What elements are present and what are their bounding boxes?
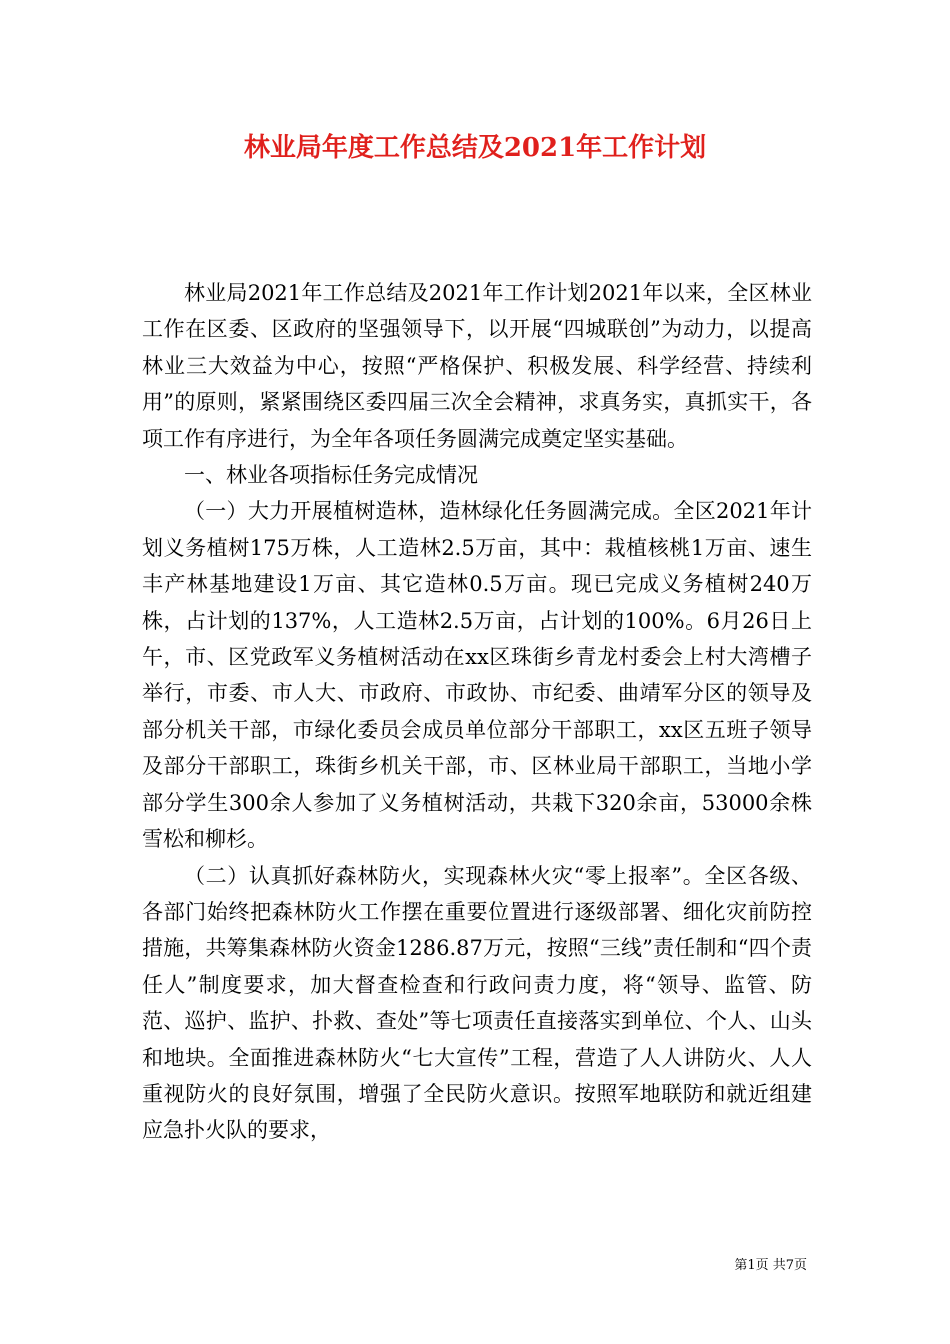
document-body: [142, 275, 812, 1149]
page-number-footer: 第1页 共7页: [734, 1258, 807, 1273]
paragraph-intro: 林业局2021年工作总结及2021年工作计划2021年以来，全区林业工作在区委、区政府的坚强领导下，以开展“四城联创”为动力，以提高林业三大效益为中心，按照“严格保护、积极发展、科学经营、持续利用”的原则，紧紧围绕区委四届三次全会精神，求真务实，真抓实干，各项工作有序进行，为全年各项任务圆满完成奠定坚实基础。: [142, 281, 812, 451]
paragraph-afforestation: （一）大力开展植树造林，造林绿化任务圆满完成。全区2021年计划义务植树175万株，人工造林2.5万亩，其中：栽植核桃1万亩、速生丰产林基地建设1万亩、其它造林0.5万亩。现已完成义务植树240万株，占计划的137%，人工造林2.5万亩，占计划的100%。6月26日上午，市、区党政军义务植树活动在xx区珠街乡青龙村委会上村大湾槽子举行，市委、市人大、市政府、市政协、市纪委、曲靖军分区的领导及部分机关干部，市绿化委员会成员单位部分干部职工，xx区五班子领导及部分干部职工，珠街乡机关干部，市、区林业局干部职工，当地小学部分学生300余人参加了义务植树活动，共栽下320余亩，53000余株雪松和柳杉。: [142, 499, 812, 852]
document-title: 林业局年度工作总结及2021年工作计划: [243, 133, 707, 163]
section-heading-1: 一、林业各项指标任务完成情况: [184, 463, 478, 488]
paragraph-fire-prevention: （二）认真抓好森林防火，实现森林火灾“零上报率”。全区各级、各部门始终把森林防火工作摆在重要位置进行逐级部署、细化灾前防控措施，共筹集森林防火资金1286.87万元，按照“三线”责任制和“四个责任人”制度要求，加大督查检查和行政问责力度，将“领导、监管、防范、巡护、监护、扑救、查处”等七项责任直接落实到单位、个人、山头和地块。全面推进森林防火“七大宣传”工程，营造了人人讲防火、人人重视防火的良好氛围，增强了全民防火意识。按照军地联防和就近组建应急扑火队的要求，: [142, 863, 812, 1143]
